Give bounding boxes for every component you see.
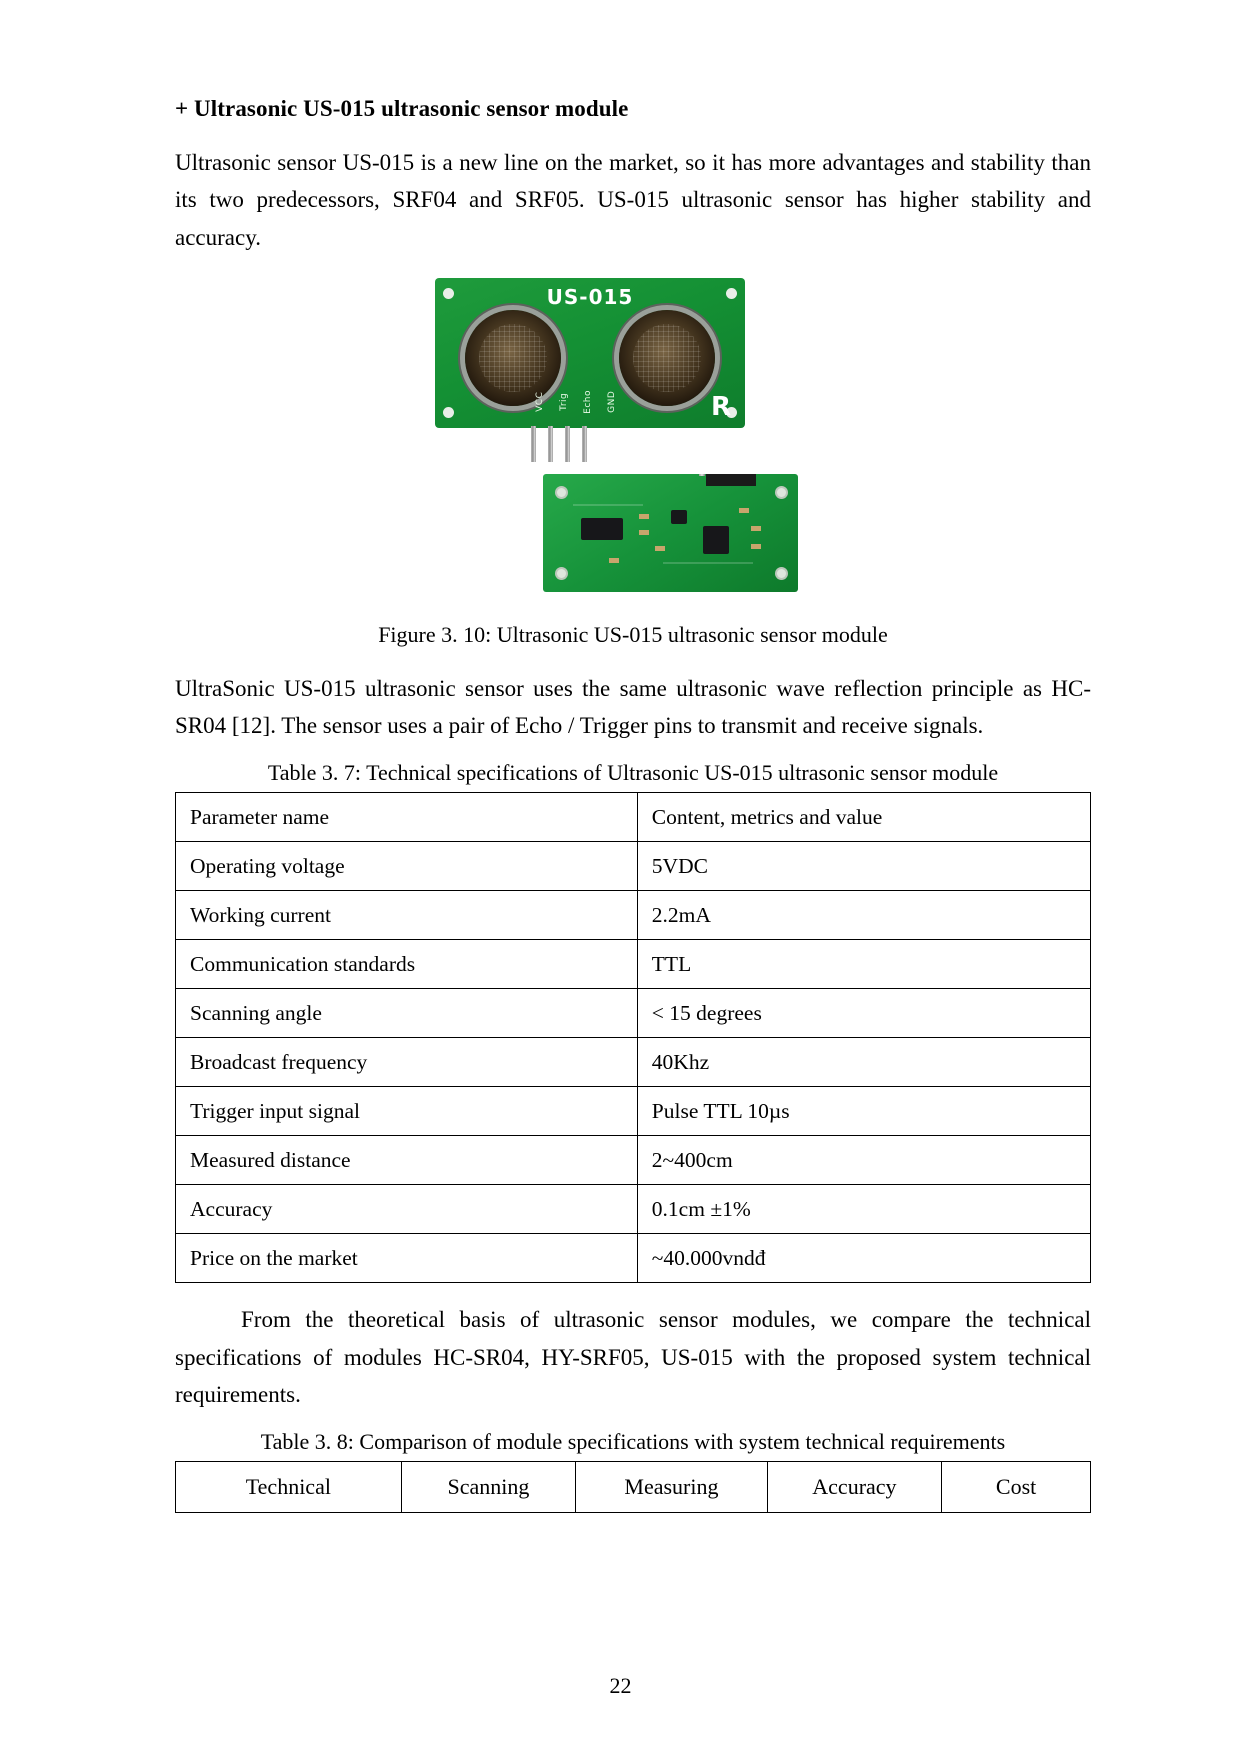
table-header-cell: Technical (176, 1462, 402, 1513)
table-header-row (176, 793, 1091, 842)
ic-chip-icon (671, 510, 687, 524)
pcb-pad-icon (777, 569, 786, 578)
smd-component-icon (639, 514, 649, 519)
comparison-table (175, 1461, 1091, 1513)
table-8-caption: Table 3. 8: Comparison of module specifications with system technical requirements (260, 1429, 1006, 1454)
table-row (176, 989, 1091, 1038)
smd-component-icon (751, 544, 761, 549)
table-header-row (176, 1462, 1091, 1513)
table-cell: TTL (637, 940, 1090, 989)
table-cell: Trigger input signal (176, 1087, 638, 1136)
figure-caption: Figure 3. 10: Ultrasonic US-015 ultrasonic sensor module (378, 621, 888, 647)
principle-paragraph: UltraSonic US-015 ultrasonic sensor uses the same ultrasonic wave reflection principle as HC-SR04 [12]. The sensor uses a pair of Echo / Trigger pins to transmit and receive signals. (175, 675, 1091, 738)
intro-paragraph: Ultrasonic sensor US-015 is a new line on the market, so it has more advantages and stability than its two predecessors, SRF04 and SRF05. US-015 ultrasonic sensor has higher stability and accuracy. (175, 150, 1091, 250)
smd-component-icon (609, 558, 619, 563)
table-cell: Measured distance (176, 1136, 638, 1185)
pin-label-echo: Echo (583, 389, 593, 414)
smd-component-icon (751, 526, 761, 531)
table-cell: Broadcast frequency (176, 1038, 638, 1087)
table-row (176, 842, 1091, 891)
table-row (176, 1087, 1091, 1136)
table-cell: < 15 degrees (637, 989, 1090, 1038)
page-number: 22 (609, 1673, 632, 1698)
table-row (176, 1136, 1091, 1185)
table-header-cell: Content, metrics and value (637, 793, 1090, 842)
table-cell: ~40.000vndđ (637, 1234, 1090, 1283)
receiver-transducer-icon (619, 310, 715, 406)
pcb-pad-icon (557, 569, 566, 578)
table-header-cell: Measuring (576, 1462, 768, 1513)
table-cell: 5VDC (637, 842, 1090, 891)
pin-label-trig: Trig (559, 392, 569, 411)
section-heading: + Ultrasonic US-015 ultrasonic sensor module (175, 96, 629, 121)
pcb-trace (663, 562, 753, 564)
table-cell: 2.2mA (637, 891, 1090, 940)
ultrasonic-sensor-illustration (423, 278, 843, 608)
ic-chip-icon (703, 526, 729, 554)
technical-specifications-table (175, 792, 1091, 1283)
table-row (176, 1234, 1091, 1283)
mount-hole-icon (443, 407, 454, 418)
pcb-trace (573, 504, 643, 506)
table-cell: Price on the market (176, 1234, 638, 1283)
table-cell: Accuracy (176, 1185, 638, 1234)
table-cell: Communication standards (176, 940, 638, 989)
pin-label-gnd: GND (607, 390, 617, 413)
table-row (176, 1185, 1091, 1234)
pin-label-group (535, 390, 617, 414)
table-cell: Pulse TTL 10µs (637, 1087, 1090, 1136)
header-connector-block (706, 474, 756, 486)
pcb-pad-icon (777, 488, 786, 497)
table-row (176, 940, 1091, 989)
board-letter-mark: R (710, 391, 731, 422)
table-cell: Scanning angle (176, 989, 638, 1038)
table-7-caption: Table 3. 7: Technical specifications of Ultrasonic US-015 ultrasonic sensor module (267, 760, 999, 786)
smd-component-icon (655, 546, 665, 551)
table-header-cell: Scanning (401, 1462, 575, 1513)
figure-image (175, 278, 1091, 608)
table-cell: 2~400cm (637, 1136, 1090, 1185)
sensor-front-board (435, 278, 745, 428)
smd-component-icon (739, 508, 749, 513)
smd-component-icon (639, 530, 649, 535)
sensor-pin-header-icon (531, 426, 587, 462)
table-header-cell: Cost (942, 1462, 1091, 1513)
table-cell: 0.1cm ±1% (637, 1185, 1090, 1234)
ic-chip-icon (581, 518, 623, 540)
board-silkscreen-title: US-015 (546, 284, 634, 309)
table-row (176, 891, 1091, 940)
table-cell: 40Khz (637, 1038, 1090, 1087)
table-header-cell: Accuracy (767, 1462, 941, 1513)
table-cell: Working current (176, 891, 638, 940)
pin-label-vcc: VCC (535, 391, 545, 412)
table-header-cell: Parameter name (176, 793, 638, 842)
sensor-back-board (543, 474, 798, 592)
table-row (176, 1038, 1091, 1087)
table-cell: Operating voltage (176, 842, 638, 891)
comparison-paragraph: From the theoretical basis of ultrasonic sensor modules, we compare the technical specifications of modules HC-SR04, HY-SRF05, US-015 with the proposed system technical requirements. (175, 1307, 1091, 1407)
pcb-pad-icon (557, 488, 566, 497)
mount-hole-icon (726, 288, 737, 299)
mount-hole-icon (443, 288, 454, 299)
